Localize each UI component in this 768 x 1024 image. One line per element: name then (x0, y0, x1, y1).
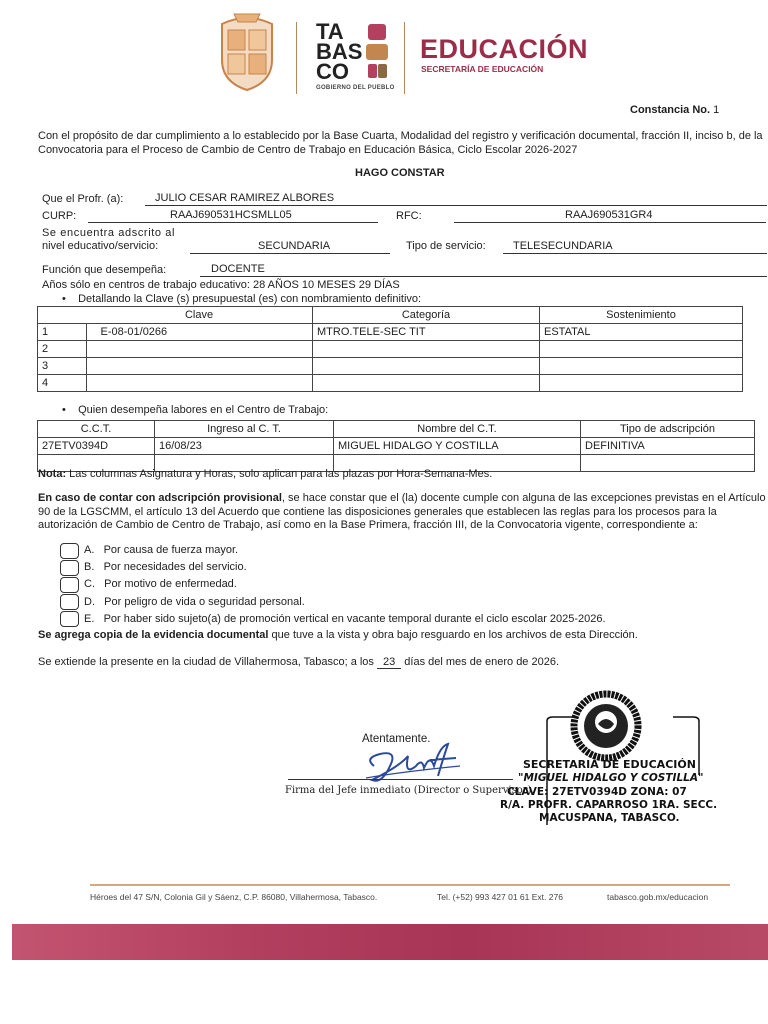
funcion-label: Función que desempeña: (42, 264, 167, 276)
bullet-2: • Quien desempeña labores en el Centro de Trabajo: (62, 404, 329, 416)
cct-cell: 27ETV0394D (38, 438, 155, 455)
constancia-label: Constancia No. 1 (630, 104, 720, 116)
header-divider (296, 22, 297, 94)
hago-constar-heading: HAGO CONSTAR (355, 167, 445, 179)
sostenimiento-cell (540, 375, 743, 392)
nota-text: Nota: Las columnas Asignatura y Horas, solo aplican para las plazas por Hora-Semana-Mes. (38, 468, 493, 480)
clave-cell (86, 358, 313, 375)
option-e-checkbox[interactable] (60, 611, 79, 627)
intro-paragraph: Con el propósito de dar cumplimiento a lo establecido por la Base Cuarta, Modalidad del registro y verificación documental, fracción II, inciso b, de la Convocatoria para el Proceso de Cambio de Centro de Trabajo en Educación Básica, Ciclo Escolar 2026-2027 (38, 130, 763, 156)
table-row (38, 438, 755, 455)
stamp-line-3: CLAVE: 27ETV0394D ZONA: 07 (507, 786, 687, 798)
tabasco-logo: TA BAS CO (316, 19, 363, 84)
categoria-cell (313, 375, 540, 392)
adscrito-label-2: nivel educativo/servicio: (42, 240, 159, 252)
sostenimiento-cell (540, 358, 743, 375)
curp-value: RAAJ690531HCSMLL05 (170, 209, 292, 221)
row-number: 3 (38, 358, 87, 375)
stamp-line-4: R/A. PROFR. CAPARROSO 1RA. SECC. (500, 799, 718, 811)
funcion-underline (200, 276, 767, 277)
dia-value: 23 (377, 656, 401, 669)
ct-header-ingreso: Ingreso al C. T. (155, 421, 334, 438)
ct-header-nombre: Nombre del C.T. (334, 421, 581, 438)
gov-label: GOBIERNO DEL PUEBLO (316, 85, 395, 91)
claves-header-clave: Clave (86, 307, 313, 324)
categoria-cell: MTRO.TELE-SEC TIT (313, 324, 540, 341)
option-a-checkbox[interactable] (60, 543, 79, 559)
table-row (38, 358, 743, 375)
option-e: E. Por haber sido sujeto(a) de promoción vertical en vacante temporal durante el ciclo escolar 2025-2026. (84, 613, 606, 625)
tipo-adscripcion-cell (581, 455, 755, 472)
curp-label: CURP: (42, 210, 77, 222)
claves-table (37, 306, 743, 392)
option-b: B. Por necesidades del servicio. (84, 561, 247, 573)
tipo-underline (503, 253, 767, 254)
header-divider-2 (404, 22, 405, 94)
ingreso-cell: 16/08/23 (155, 438, 334, 455)
option-b-checkbox[interactable] (60, 560, 79, 576)
row-number: 1 (38, 324, 87, 341)
extiende-text: Se extiende la presente en la ciudad de Villahermosa, Tabasco; a los 23 días del mes de enero de 2026. (38, 656, 560, 668)
claves-header-spacer (38, 307, 87, 324)
ct-header-tipo: Tipo de adscripción (581, 421, 755, 438)
option-d-checkbox[interactable] (60, 594, 79, 610)
tabasco-coat-of-arms-icon (214, 10, 280, 92)
tipo-servicio-label: Tipo de servicio: (406, 240, 486, 252)
footer-divider (90, 884, 730, 886)
option-c: C. Por motivo de enfermedad. (84, 578, 237, 590)
claves-header-categoria: Categoría (313, 307, 540, 324)
curp-underline (88, 222, 378, 223)
row-number: 2 (38, 341, 87, 358)
sostenimiento-cell (540, 341, 743, 358)
rfc-underline (454, 222, 766, 223)
anios-label: Años sólo en centros de trabajo educativo: 28 AÑOS 10 MESES 29 DÍAS (42, 279, 400, 291)
stamp-line-5: MACUSPANA, TABASCO. (539, 812, 680, 824)
nombre-ct-cell: MIGUEL HIDALGO Y COSTILLA (334, 438, 581, 455)
funcion-value: DOCENTE (211, 263, 265, 275)
provisional-paragraph: En caso de contar con adscripción provisional, se hace constar que el (la) docente cumple con alguna de las excepciones previstas en el Artículo 90 de la LGSCMM, el artículo 13 del Acuerdo que contiene las disposiciones generales que establecen las reglas para los procesos para la autorización de Cambio de Centro de Trabajo, así como en la Base Primera, fracción III, de la Convocatoria vigente, correspondiente a: (38, 492, 766, 531)
footer-address: Héroes del 47 S/N, Colonia Gil y Sáenz, C.P. 86080, Villahermosa, Tabasco. (90, 892, 378, 902)
profr-value: JULIO CESAR RAMIREZ ALBORES (155, 192, 335, 204)
bullet-dot: • (62, 293, 79, 305)
signature-line (288, 779, 513, 780)
anios-value: 28 AÑOS 10 MESES 29 DÍAS (252, 279, 400, 291)
tabasco-logo-tiles-icon (366, 22, 390, 82)
clave-cell (86, 375, 313, 392)
bullet-dot: • (62, 404, 79, 416)
table-row (38, 341, 743, 358)
evidencia-text: Se agrega copia de la evidencia documental que tuve a la vista y obra bajo resguardo en los archivos de esta Dirección. (38, 629, 638, 641)
footer-web: tabasco.gob.mx/educacion (607, 892, 709, 902)
handwritten-signature-icon (360, 736, 470, 788)
rfc-value: RAAJ690531GR4 (565, 209, 653, 221)
profr-underline (145, 205, 767, 206)
rfc-label: RFC: (396, 210, 422, 222)
row-number: 4 (38, 375, 87, 392)
firma-label: Firma del Jefe inmediato (Director o Supervisor) (285, 785, 532, 796)
footer-color-band (12, 924, 768, 960)
clave-cell: E-08-01/0266 (86, 324, 313, 341)
atentamente-label: Atentamente. (362, 733, 431, 745)
option-d: D. Por peligro de vida o seguridad personal. (84, 596, 305, 608)
table-row (38, 375, 743, 392)
edu-subtitle: SECRETARÍA DE EDUCACIÓN (421, 64, 544, 74)
option-a: A. Por causa de fuerza mayor. (84, 544, 239, 556)
footer-phone: Tel. (+52) 993 427 01 61 Ext. 276 (437, 892, 563, 902)
categoria-cell (313, 341, 540, 358)
ct-header-cct: C.C.T. (38, 421, 155, 438)
sostenimiento-cell: ESTATAL (540, 324, 743, 341)
categoria-cell (313, 358, 540, 375)
bullet-1: • Detallando la Clave (s) presupuestal (es) con nombramiento definitivo: (62, 293, 422, 305)
table-row (38, 324, 743, 341)
centro-trabajo-table (37, 420, 755, 472)
adscrito-label-1: Se encuentra adscrito al (42, 227, 176, 239)
option-c-checkbox[interactable] (60, 577, 79, 593)
stamp-line-2: "MIGUEL HIDALGO Y COSTILLA" (518, 772, 704, 784)
tipo-servicio-value: TELESECUNDARIA (513, 240, 613, 252)
edu-title: EDUCACIÓN (420, 34, 589, 64)
nivel-value: SECUNDARIA (258, 240, 331, 252)
profr-label: Que el Profr. (a): (42, 193, 124, 205)
tipo-adscripcion-cell: DEFINITIVA (581, 438, 755, 455)
stamp-line-1: SECRETARIA DE EDUCACIÓN (523, 758, 696, 771)
clave-cell (86, 341, 313, 358)
nivel-underline (190, 253, 390, 254)
claves-header-sostenimiento: Sostenimiento (540, 307, 743, 324)
